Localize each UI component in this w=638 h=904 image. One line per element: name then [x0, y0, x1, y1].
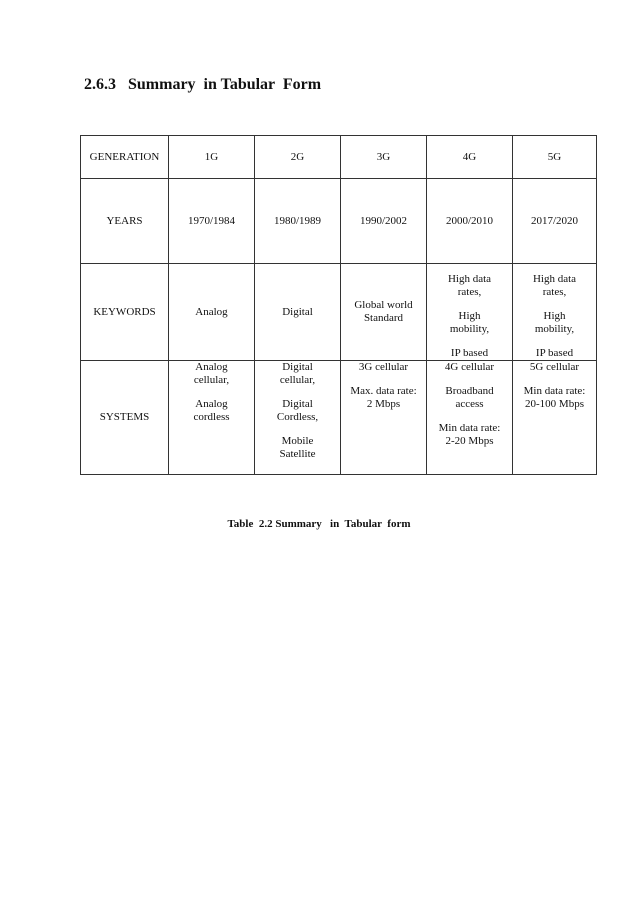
systems-line: 5G cellular: [529, 361, 580, 373]
systems-cell: [169, 361, 255, 475]
keywords-line: IP based: [450, 347, 489, 359]
keywords-line: High: [458, 310, 481, 322]
systems-line: Digital: [282, 361, 313, 373]
generation-cell: 5G: [513, 136, 597, 179]
row-header-systems: SYSTEMS: [81, 361, 169, 475]
line-gap: [517, 299, 592, 310]
line-gap: [517, 336, 592, 347]
keywords-line: High data: [532, 273, 577, 285]
systems-line: 4G cellular: [444, 361, 495, 373]
keywords-line: rates,: [542, 286, 567, 298]
generation-cell: 2G: [255, 136, 341, 179]
systems-line: Broadband: [445, 385, 494, 397]
table-row-generation: [81, 136, 597, 179]
systems-line: cellular,: [279, 374, 316, 386]
generation-cell: 1G: [169, 136, 255, 179]
systems-line: Digital: [282, 398, 313, 410]
systems-line: Analog: [195, 361, 228, 373]
systems-cell: [255, 361, 341, 475]
keywords-line: rates,: [457, 286, 482, 298]
keywords-cell: Digital: [255, 264, 341, 361]
table-row-systems: [81, 361, 597, 475]
years-cell: 1990/2002: [341, 179, 427, 264]
section-heading: 2.6.3 Summary in Tabular Form: [84, 76, 322, 93]
keywords-cell: [341, 264, 427, 361]
systems-cell: [513, 361, 597, 475]
systems-line: Max. data rate:: [350, 385, 417, 397]
line-gap: [431, 411, 508, 422]
systems-line: access: [455, 398, 484, 410]
systems-line: Satellite: [279, 448, 316, 460]
years-cell: 2017/2020: [513, 179, 597, 264]
systems-line: Mobile: [281, 435, 314, 447]
summary-table: [80, 135, 597, 475]
years-cell: 2000/2010: [427, 179, 513, 264]
systems-cell: [341, 361, 427, 475]
row-header-generation: GENERATION: [81, 136, 169, 179]
line-gap: [259, 387, 336, 398]
line-gap: [431, 374, 508, 385]
keywords-cell: Analog: [169, 264, 255, 361]
line-gap: [345, 374, 422, 385]
keywords-line: mobility,: [449, 323, 490, 335]
systems-line: 2 Mbps: [366, 398, 401, 410]
systems-line: 2-20 Mbps: [445, 435, 494, 447]
systems-cell: [427, 361, 513, 475]
keywords-line: Standard: [363, 312, 404, 324]
keywords-cell: [513, 264, 597, 361]
generation-cell: 3G: [341, 136, 427, 179]
line-gap: [259, 424, 336, 435]
systems-line: cordless: [193, 411, 230, 423]
systems-line: Cordless,: [276, 411, 319, 423]
systems-line: 20-100 Mbps: [525, 398, 584, 410]
keywords-cell: [427, 264, 513, 361]
keywords-line: IP based: [535, 347, 574, 359]
line-gap: [173, 387, 250, 398]
line-gap: [431, 336, 508, 347]
line-gap: [431, 299, 508, 310]
keywords-line: High: [543, 310, 566, 322]
years-cell: 1970/1984: [169, 179, 255, 264]
keywords-line: mobility,: [534, 323, 575, 335]
systems-line: Analog: [195, 398, 228, 410]
systems-line: Min data rate:: [438, 422, 501, 434]
systems-line: 3G cellular: [358, 361, 409, 373]
line-gap: [517, 374, 592, 385]
keywords-line: High data: [447, 273, 492, 285]
years-cell: 1980/1989: [255, 179, 341, 264]
table-row-keywords: [81, 264, 597, 361]
row-header-keywords: KEYWORDS: [81, 264, 169, 361]
table-caption: Table 2.2 Summary in Tabular form: [227, 518, 411, 530]
systems-line: Min data rate:: [523, 385, 586, 397]
row-header-years: YEARS: [81, 179, 169, 264]
table-row-years: [81, 179, 597, 264]
keywords-line: Global world: [354, 299, 413, 311]
systems-line: cellular,: [193, 374, 230, 386]
generation-cell: 4G: [427, 136, 513, 179]
